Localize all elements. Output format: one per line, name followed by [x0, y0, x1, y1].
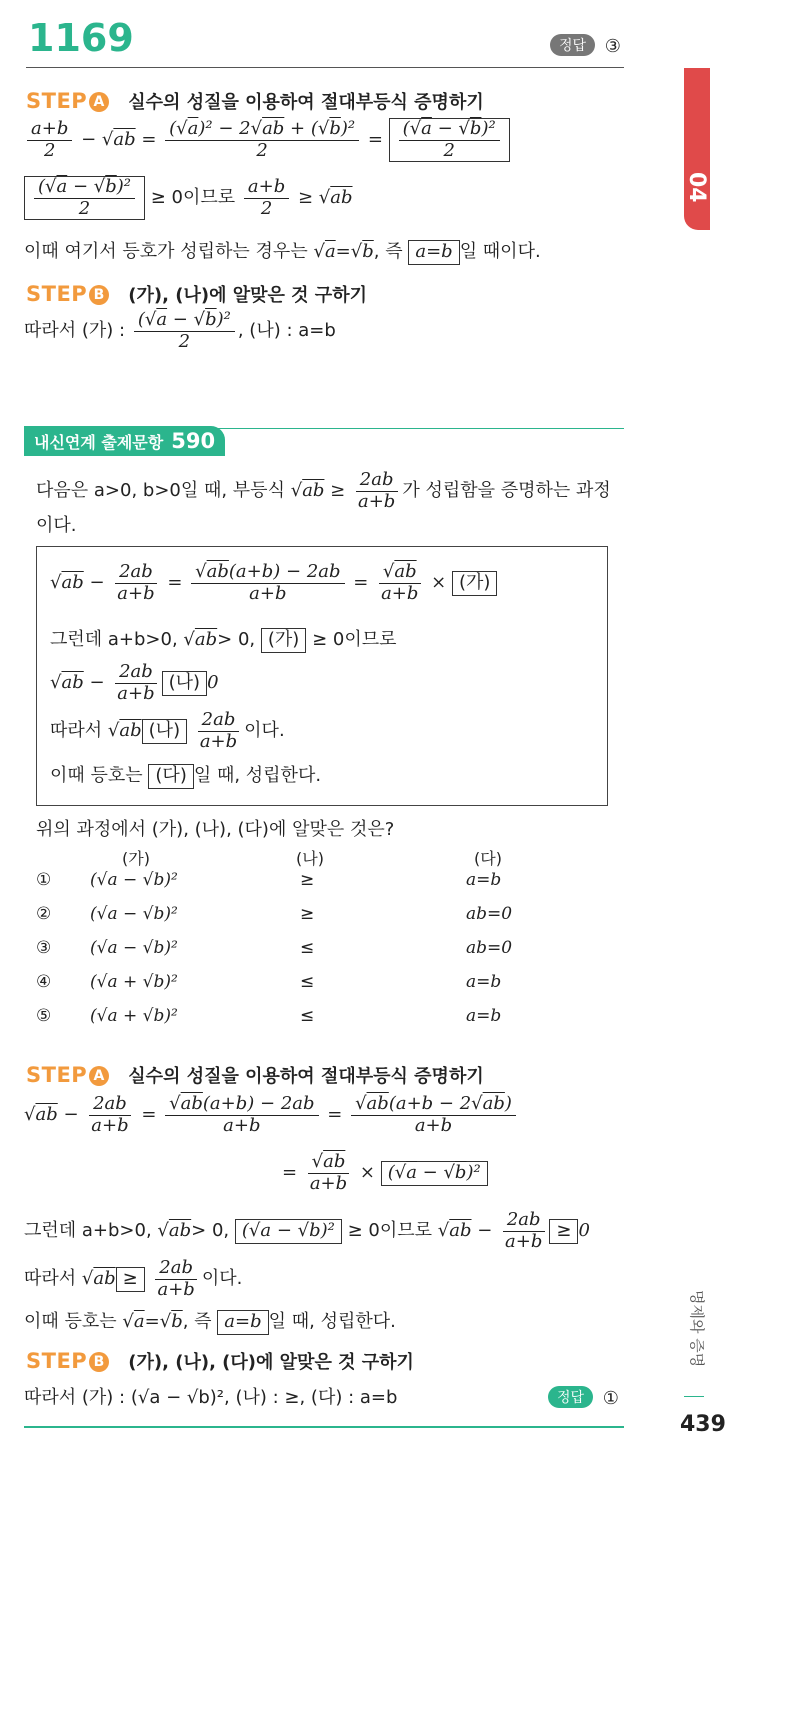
- sol2-step-b-title: (가), (나), (다)에 알맞은 것 구하기: [128, 1352, 414, 1373]
- choices-header: [0, 846, 640, 866]
- choice-number: ②: [36, 904, 52, 924]
- choice-na: ≥: [300, 904, 315, 924]
- choice-number: ③: [36, 938, 52, 958]
- proof-row5-suffix: 일 때, 성립한다.: [193, 765, 322, 786]
- proof-row4-suffix: 이다.: [244, 720, 285, 742]
- sol2-l5-suffix: 일 때, 성립한다.: [268, 1311, 396, 1332]
- choice-ga: (√a − √b)²: [90, 938, 178, 958]
- sol2-step-b-heading: [26, 1348, 414, 1374]
- section-rule: [24, 428, 624, 429]
- sol1-conclusion: 따라서 (가) : $\frac{\text{(√a − √b)²}}{2}$ , (나) : a=b: [24, 309, 336, 352]
- choice-5[interactable]: [0, 1006, 640, 1036]
- choice-4[interactable]: [0, 972, 640, 1002]
- proof-row4-box: (나): [142, 719, 187, 744]
- col-header-ga: (가): [122, 849, 150, 868]
- step-a-title: 실수의 성질을 이용하여 절대부등식 증명하기: [128, 1066, 484, 1087]
- answer-badge: [550, 34, 621, 57]
- sol2-line-3: 그런데 a+b>0, √ab> 0, (√a − √b)² ≥ 0이므로 √ab − $\frac{2ab}{a+b}$ ≥ 0: [24, 1209, 590, 1252]
- choice-na: ≤: [300, 1006, 315, 1026]
- sol1-l4-suffix: 일 때이다.: [459, 241, 541, 262]
- choice-ga: (√a − √b)²: [90, 870, 178, 890]
- sol2-l4-box: ≥: [116, 1267, 145, 1292]
- choice-2[interactable]: [0, 904, 640, 934]
- answer-value: ③: [604, 36, 621, 57]
- step-label-b: STEP B: [26, 282, 109, 306]
- sol1-l5-suffix: , (나) : a=b: [237, 320, 336, 342]
- step-letter-a: A: [89, 92, 109, 112]
- proof-row-5: [50, 764, 321, 789]
- choice-number: ④: [36, 972, 52, 992]
- sol1-l4-mid: , 즉: [373, 241, 403, 262]
- proof-row-4: 따라서 √ab (나) $\frac{2ab}{a+b}$ 이다.: [50, 709, 285, 752]
- sol1-l5-prefix: 따라서 (가) :: [24, 320, 126, 342]
- choice-da: ab=0: [466, 904, 513, 924]
- chapter-tab-label: 04: [684, 172, 709, 203]
- section-number: 590: [171, 429, 216, 453]
- proof-row2-prefix: 그런데 a+b>0,: [50, 629, 178, 650]
- proof-row-3: √ab − $\frac{2ab}{a+b}$ (나) 0: [50, 661, 219, 704]
- sol2-l3-mid: > 0,: [191, 1220, 230, 1242]
- sol1-equation-1: $\frac{a+b}{2}$ − √ab = $\frac{\text{(√a)² − 2√ab + (√b)²}}{2}$ = $\frac{\text{(√a − √b)²}}{2}$: [24, 118, 510, 162]
- step-letter-b: B: [89, 1352, 109, 1372]
- header-divider: [26, 67, 624, 68]
- proof-row2-suffix: ≥ 0이므로: [312, 629, 397, 650]
- page-number: 439: [680, 1412, 726, 1437]
- sol2-step-a-heading: [26, 1062, 484, 1088]
- choice-ga: (√a + √b)²: [90, 1006, 178, 1026]
- proof-row3-box: (나): [162, 671, 207, 696]
- question-prompt: 위의 과정에서 (가), (나), (다)에 알맞은 것은?: [36, 819, 395, 840]
- choice-1[interactable]: [0, 870, 640, 900]
- bottom-rule: [24, 1426, 624, 1428]
- sol1-equation-2: $\frac{\text{(√a − √b)²}}{2}$ ≥ 0이므로 $\frac{a+b}{2}$ ≥ √ab: [24, 176, 353, 220]
- step-letter-a: A: [89, 1066, 109, 1086]
- choice-na: ≤: [300, 938, 315, 958]
- proof-row-2: 그런데 a+b>0, √ab> 0, (가) ≥ 0이므로: [50, 628, 396, 653]
- proof-box-ga: (가): [452, 571, 497, 596]
- sol2-line-4: 따라서 √ab ≥ $\frac{2ab}{a+b}$ 이다.: [24, 1257, 243, 1300]
- sol2-l4-suffix: 이다.: [201, 1268, 243, 1290]
- sol2-l4-prefix: 따라서: [24, 1268, 77, 1290]
- choice-da: a=b: [466, 870, 502, 890]
- step-label-b: STEP B: [26, 1349, 109, 1373]
- step-b-title: (가), (나)에 알맞은 것 구하기: [128, 285, 367, 306]
- sol2-equation-1: √ab − $\frac{2ab}{a+b}$ = $\frac{√ab(a+b) - 2ab}{a+b}$ = $\frac{√ab(a+b - 2√ab)}{a+b}$: [24, 1094, 519, 1136]
- sol2-line-5: 이때 등호는 √a=√b, 즉 a=b 일 때, 성립한다.: [24, 1310, 396, 1335]
- choice-na: ≥: [300, 870, 315, 890]
- side-text: 명제와 증명: [688, 1290, 706, 1368]
- sol2-l3-suffix: ≥ 0이므로: [347, 1220, 433, 1242]
- question-intro-2: 가 성립함을 증명하는 과정: [402, 480, 611, 502]
- chapter-tab: [684, 68, 710, 230]
- choice-ga: (√a − √b)²: [90, 904, 178, 924]
- choice-ga: (√a + √b)²: [90, 972, 178, 992]
- proof-row5-prefix: 이때 등호는: [50, 765, 143, 786]
- step-a-title: 실수의 성질을 이용하여 절대부등식 증명하기: [128, 92, 484, 113]
- choice-number: ①: [36, 870, 52, 890]
- choice-number: ⑤: [36, 1006, 52, 1026]
- sol1-l4-prefix: 이때 여기서 등호가 성립하는 경우는: [24, 241, 308, 262]
- col-header-da: (다): [474, 849, 502, 868]
- step-letter-b: B: [89, 285, 109, 305]
- step-b-heading: [26, 281, 367, 307]
- sol2-l3-box: (√a − √b)²: [235, 1219, 342, 1244]
- question-intro: 다음은 a>0, b>0일 때, 부등식 √ab ≥ $\frac{2ab}{a+b}$ 가 성립함을 증명하는 과정: [36, 469, 611, 512]
- sol2-l5-prefix: 이때 등호는: [24, 1311, 117, 1332]
- answer-label: 정답: [550, 34, 595, 56]
- proof-row-1: √ab − $\frac{2ab}{a+b}$ = $\frac{√ab(a+b) - 2ab}{a+b}$ = $\frac{√ab}{a+b}$ × (가): [50, 562, 497, 604]
- proof-row2-box: (가): [261, 628, 306, 653]
- question-intro-3: 이다.: [36, 515, 77, 536]
- choice-da: a=b: [466, 972, 502, 992]
- proof-row5-box: (다): [148, 764, 193, 789]
- sol2-final: 따라서 (가) : (√a − √b)², (나) : ≥, (다) : a=b: [24, 1387, 398, 1408]
- step-label: STEP A: [26, 89, 109, 113]
- answer-value-2: ①: [602, 1388, 619, 1409]
- problem-number: 1169: [28, 16, 134, 60]
- choice-3[interactable]: [0, 938, 640, 968]
- section-title: 내신연계 출제문항: [34, 432, 164, 452]
- answer-label-2: 정답: [548, 1386, 593, 1408]
- sol2-equation-2: = $\frac{√ab}{a+b}$ × (√a − √b)²: [282, 1152, 488, 1194]
- answer-badge-2: [548, 1386, 619, 1409]
- choice-da: a=b: [466, 1006, 502, 1026]
- proof-row4-prefix: 따라서: [50, 720, 103, 742]
- sol1-l4-box: a=b: [408, 240, 459, 265]
- col-header-na: (나): [296, 849, 324, 868]
- proof-row2-mid: > 0,: [217, 629, 256, 650]
- choice-na: ≤: [300, 972, 315, 992]
- choice-da: ab=0: [466, 938, 513, 958]
- sol2-l3-prefix: 그런데 a+b>0,: [24, 1220, 152, 1242]
- side-rule: [684, 1396, 704, 1397]
- step-label: STEP A: [26, 1063, 109, 1087]
- section-banner: [24, 426, 225, 456]
- step-a-heading: [26, 88, 484, 114]
- sol1-l3-suffix: ≥ 0이므로: [150, 187, 236, 209]
- question-intro-1: 다음은 a>0, b>0일 때, 부등식: [36, 480, 285, 502]
- sol2-l5-box: a=b: [217, 1310, 268, 1335]
- sol2-l3-box2: ≥: [549, 1219, 578, 1244]
- sol1-equality-line: 이때 여기서 등호가 성립하는 경우는 √a=√b, 즉 a=b 일 때이다.: [24, 240, 541, 265]
